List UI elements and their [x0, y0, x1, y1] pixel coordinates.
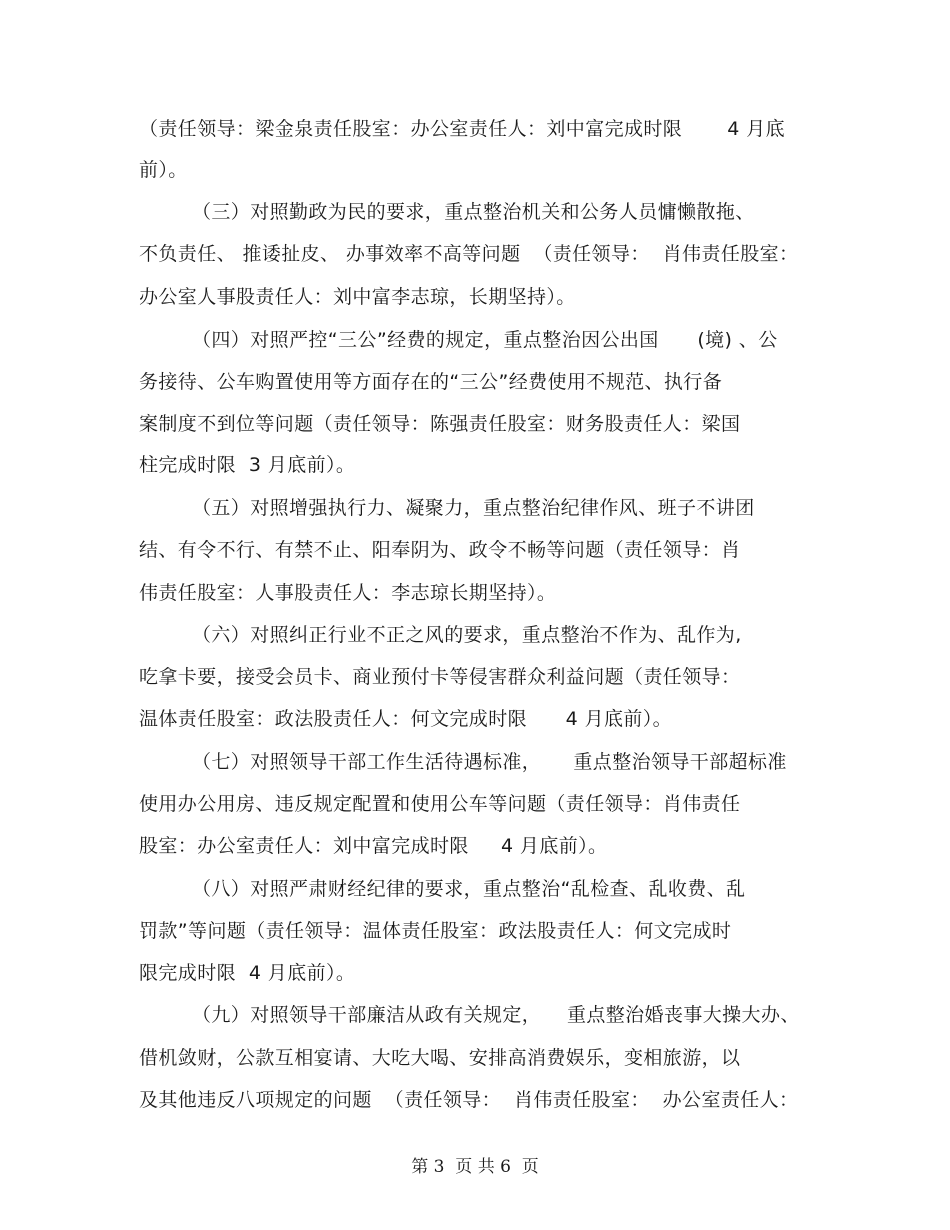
text-line: （四）对照严控“三公”经费的规定，重点整治因公出国 (境) 、公 [192, 329, 778, 351]
text-line: 温体责任股室：政法股责任人：何文完成时限 4 月底前）。 [139, 708, 673, 730]
text-line: 结、有令不行、有禁不止、阳奉阴为、政令不畅等问题（责任领导：肖 [139, 539, 741, 561]
text-line: （三）对照勤政为民的要求，重点整治机关和公务人员慵懒散拖、 [192, 201, 755, 223]
text-line: （五）对照增强执行力、凝聚力，重点整治纪律作风、班子不讲团 [192, 497, 755, 519]
text-line: 案制度不到位等问题（责任领导：陈强责任股室：财务股责任人：梁国 [139, 413, 741, 435]
text-line: 吃拿卡要，接受会员卡、商业预付卡等侵害群众利益问题（责任领导： [139, 666, 741, 688]
text-line: 借机敛财，公款互相宴请、大吃大喝、安排高消费娱乐，变相旅游，以 [139, 1047, 741, 1069]
text-line: 前）。 [139, 159, 188, 181]
text-line: 柱完成时限 3 月底前）。 [139, 454, 356, 476]
text-line: （七）对照领导干部工作生活待遇标准， 重点整治领导干部超标准 [192, 751, 787, 773]
text-line: 罚款”等问题（责任领导：温体责任股室：政法股责任人：何文完成时 [139, 920, 732, 942]
text-line: 股室：办公室责任人：刘中富完成时限 4 月底前）。 [139, 835, 608, 857]
text-line: （八）对照严肃财经纪律的要求，重点整治“乱检查、乱收费、乱 [192, 878, 746, 900]
text-line: （六）对照纠正行业不正之风的要求，重点整治不作为、乱作为, [192, 624, 742, 646]
text-line: 及其他违反八项规定的问题 （责任领导： 肖伟责任股室： 办公室责任人： [139, 1089, 799, 1111]
text-line: 办公室人事股责任人：刘中富李志琼，长期坚持）。 [139, 286, 576, 308]
text-line: 务接待、公车购置使用等方面存在的“三公”经费使用不规范、执行备 [139, 371, 723, 393]
text-line: （责任领导：梁金泉责任股室：办公室责任人：刘中富完成时限 4 月底 [139, 118, 786, 140]
text-line: （九）对照领导干部廉洁从政有关规定， 重点整治婚丧事大操大办、 [192, 1004, 800, 1026]
text-line: 伟责任股室：人事股责任人：李志琼长期坚持）。 [139, 582, 557, 604]
text-line: 使用办公用房、违反规定配置和使用公车等问题（责任领导：肖伟责任 [139, 793, 741, 815]
text-line: 不负责任、 推诿扯皮、 办事效率不高等问题 （责任领导： 肖伟责任股室： [139, 243, 799, 265]
text-line: 限完成时限 4 月底前）。 [139, 962, 356, 984]
page-number-footer: 第 3 页 共 6 页 [411, 1157, 539, 1177]
